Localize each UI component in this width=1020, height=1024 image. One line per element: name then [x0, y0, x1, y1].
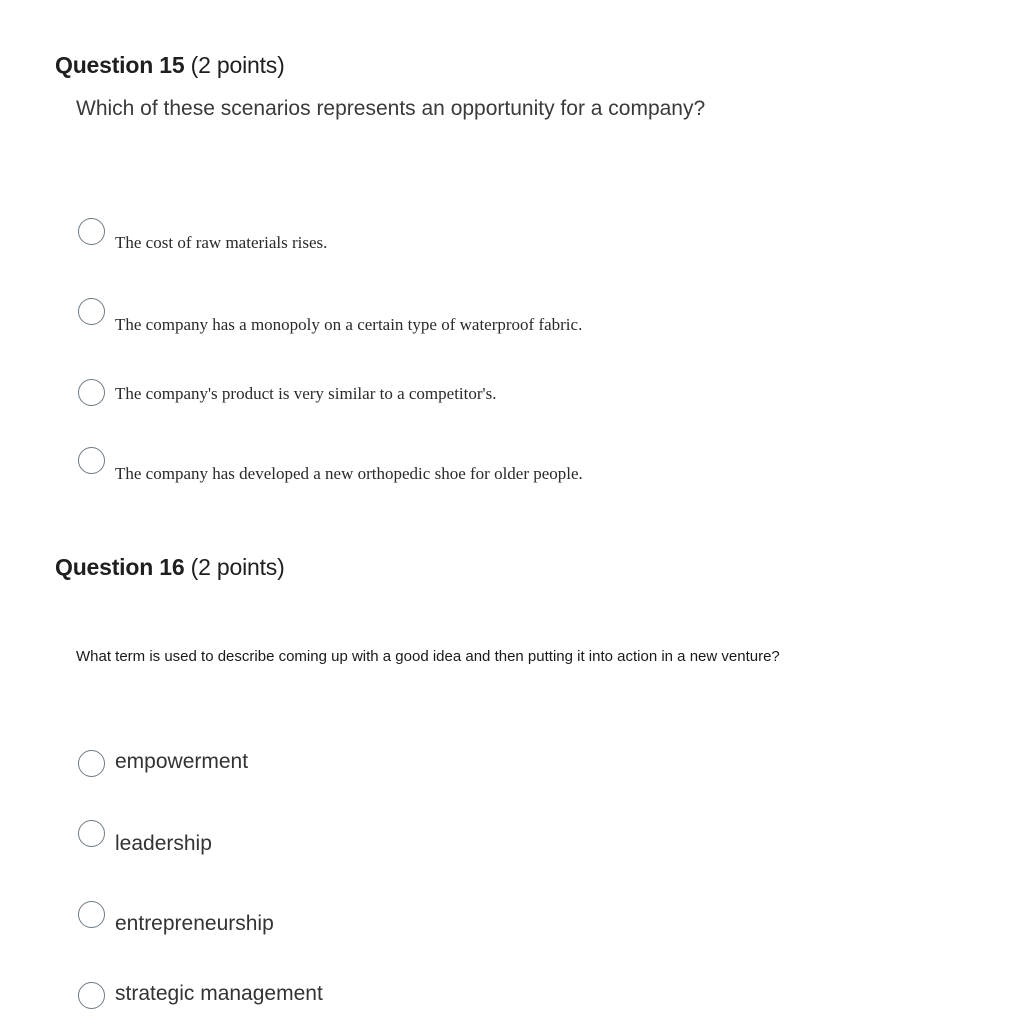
- radio-button[interactable]: [78, 447, 105, 474]
- q15-option-3[interactable]: [78, 379, 978, 419]
- q16-option-2-label: leadership: [115, 832, 212, 855]
- question-16-label: Question 16: [55, 554, 185, 580]
- radio-button[interactable]: [78, 901, 105, 928]
- q15-option-3-label: The company's product is very similar to a competitor's.: [115, 384, 497, 403]
- q15-option-2-label: The company has a monopoly on a certain type of waterproof fabric.: [115, 315, 583, 334]
- q15-option-4[interactable]: [78, 447, 978, 487]
- question-16-text: What term is used to describe coming up with a good idea and then putting it into action in a new venture?: [76, 648, 780, 665]
- q16-option-2[interactable]: [78, 820, 978, 860]
- q15-option-1[interactable]: [78, 218, 978, 258]
- question-16-points: (2 points): [190, 554, 285, 580]
- radio-button[interactable]: [78, 379, 105, 406]
- question-16-header: [55, 554, 285, 581]
- radio-button[interactable]: [78, 298, 105, 325]
- q15-option-2[interactable]: [78, 298, 978, 338]
- q15-option-1-label: The cost of raw materials rises.: [115, 233, 328, 252]
- radio-button[interactable]: [78, 982, 105, 1009]
- question-15-label: Question 15: [55, 52, 185, 78]
- q16-option-1-label: empowerment: [115, 750, 249, 773]
- question-15-text: Which of these scenarios represents an opportunity for a company?: [76, 97, 706, 120]
- q16-option-4[interactable]: [78, 982, 978, 1022]
- q16-option-3-label: entrepreneurship: [115, 912, 274, 935]
- q16-option-3[interactable]: [78, 901, 978, 941]
- q16-option-1[interactable]: [78, 750, 978, 790]
- radio-button[interactable]: [78, 750, 105, 777]
- radio-button[interactable]: [78, 218, 105, 245]
- radio-button[interactable]: [78, 820, 105, 847]
- question-15-header: [55, 52, 285, 79]
- q15-option-4-label: The company has developed a new orthopedic shoe for older people.: [115, 464, 583, 483]
- question-15-points: (2 points): [190, 52, 285, 78]
- q16-option-4-label: strategic management: [115, 982, 323, 1005]
